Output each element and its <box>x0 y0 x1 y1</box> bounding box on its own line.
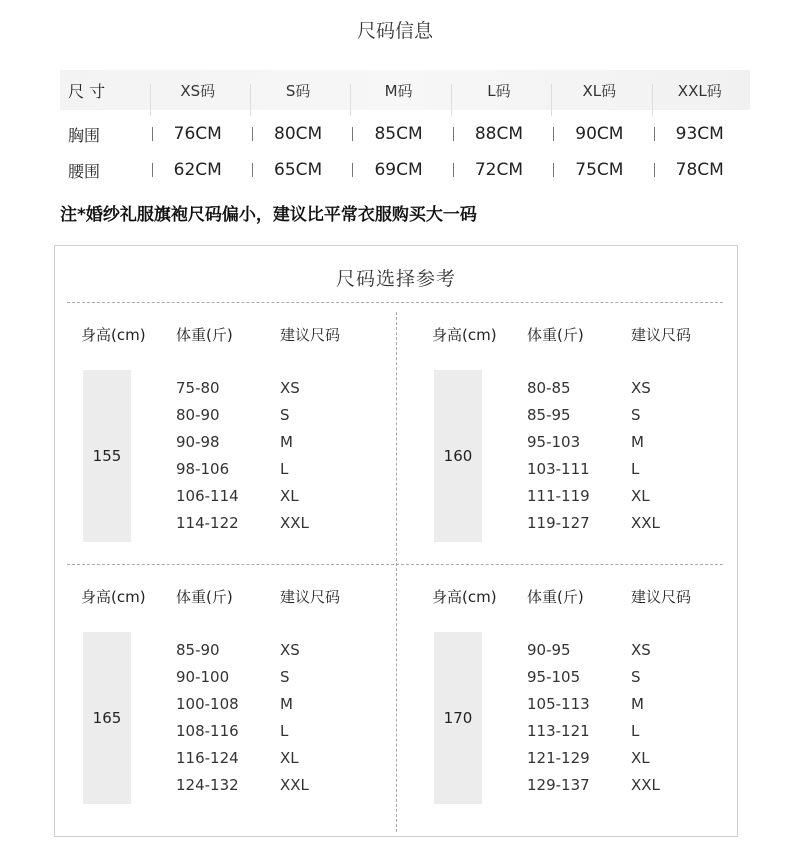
height-header: 身高(cm) <box>81 588 146 606</box>
chest-value: 88CM <box>449 124 549 144</box>
chest-label: 胸围 <box>68 125 101 145</box>
reference-group-170 <box>406 586 736 836</box>
chest-value: 85CM <box>348 124 448 144</box>
weight-range: 129-137 <box>527 775 590 794</box>
weight-range: 114-122 <box>176 513 239 532</box>
list-item <box>527 690 691 717</box>
chest-value: 80CM <box>248 124 348 144</box>
suggested-size: L <box>280 721 289 740</box>
weight-range: 80-85 <box>527 378 571 397</box>
height-value: 155 <box>83 370 131 542</box>
suggested-size: L <box>280 459 289 478</box>
size-header: 建议尺码 <box>280 326 341 344</box>
list-item <box>527 374 691 401</box>
page-title: 尺码信息 <box>356 20 433 42</box>
list-item <box>176 663 340 690</box>
size-header-cell: L码 <box>449 80 549 101</box>
list-item <box>527 717 691 744</box>
list-item <box>527 455 691 482</box>
weight-range: 111-119 <box>527 486 590 505</box>
weight-range: 116-124 <box>176 748 239 767</box>
list-item <box>176 717 340 744</box>
height-header: 身高(cm) <box>432 588 497 606</box>
suggested-size: XXL <box>280 513 309 532</box>
suggested-size: M <box>631 432 644 451</box>
height-value: 160 <box>434 370 482 542</box>
list-item <box>527 771 691 798</box>
weight-range: 90-100 <box>176 667 230 686</box>
weight-range: 85-90 <box>176 640 220 659</box>
height-value: 170 <box>434 632 482 804</box>
size-header-row <box>60 70 750 110</box>
list-item <box>176 374 340 401</box>
list-item <box>176 636 340 663</box>
waist-value: 62CM <box>148 160 248 180</box>
waist-value: 72CM <box>449 160 549 180</box>
size-header-cell: S码 <box>248 80 348 101</box>
waist-value: 69CM <box>348 160 448 180</box>
suggested-size: XL <box>631 486 650 505</box>
suggested-size: XXL <box>280 775 309 794</box>
suggested-size: XL <box>631 748 650 767</box>
list-item <box>176 509 340 536</box>
weight-range: 113-121 <box>527 721 590 740</box>
list-item <box>176 482 340 509</box>
divider <box>67 302 723 303</box>
weight-header: 体重(斤) <box>527 326 584 344</box>
list-item <box>527 663 691 690</box>
size-header: 建议尺码 <box>631 588 692 606</box>
size-header: 建议尺码 <box>280 588 341 606</box>
size-header-cell: XXL码 <box>650 80 750 101</box>
list-item <box>176 690 340 717</box>
list-item <box>527 744 691 771</box>
suggested-size: XL <box>280 486 299 505</box>
list-item <box>176 428 340 455</box>
reference-group-160 <box>406 324 736 574</box>
suggested-size: XS <box>631 640 651 659</box>
height-header: 身高(cm) <box>432 326 497 344</box>
list-item <box>176 771 340 798</box>
suggested-size: XL <box>280 748 299 767</box>
suggested-size: M <box>280 694 293 713</box>
waist-value: 75CM <box>549 160 649 180</box>
weight-range: 100-108 <box>176 694 239 713</box>
suggested-size: XS <box>280 378 300 397</box>
size-row-label: 尺 寸 <box>68 81 106 101</box>
list-item <box>527 401 691 428</box>
weight-header: 体重(斤) <box>527 588 584 606</box>
suggested-size: L <box>631 459 640 478</box>
suggested-size: M <box>631 694 644 713</box>
weight-range: 108-116 <box>176 721 239 740</box>
suggested-size: XXL <box>631 775 660 794</box>
list-item <box>527 636 691 663</box>
suggested-size: XXL <box>631 513 660 532</box>
weight-range: 95-105 <box>527 667 581 686</box>
height-value: 165 <box>83 632 131 804</box>
reference-title: 尺码选择参考 <box>335 268 456 290</box>
weight-range: 121-129 <box>527 748 590 767</box>
divider <box>396 312 397 832</box>
suggested-size: M <box>280 432 293 451</box>
weight-range: 98-106 <box>176 459 230 478</box>
weight-range: 103-111 <box>527 459 590 478</box>
waist-label: 腰围 <box>68 161 101 181</box>
suggested-size: XS <box>280 640 300 659</box>
size-header-cell: XS码 <box>148 80 248 101</box>
weight-range: 105-113 <box>527 694 590 713</box>
suggested-size: XS <box>631 378 651 397</box>
suggested-size: L <box>631 721 640 740</box>
weight-range: 124-132 <box>176 775 239 794</box>
weight-header: 体重(斤) <box>176 588 233 606</box>
suggested-size: S <box>280 405 290 424</box>
size-note: 注*婚纱礼服旗袍尺码偏小，建议比平常衣服购买大一码 <box>60 205 477 225</box>
weight-header: 体重(斤) <box>176 326 233 344</box>
chest-row <box>60 116 750 152</box>
weight-range: 75-80 <box>176 378 220 397</box>
waist-value: 65CM <box>248 160 348 180</box>
list-item <box>527 482 691 509</box>
waist-value: 78CM <box>650 160 750 180</box>
weight-range: 95-103 <box>527 432 581 451</box>
suggested-size: S <box>280 667 290 686</box>
chest-value: 93CM <box>650 124 750 144</box>
size-info-table <box>60 70 750 188</box>
weight-range: 90-98 <box>176 432 220 451</box>
list-item <box>527 509 691 536</box>
chest-value: 76CM <box>148 124 248 144</box>
suggested-size: S <box>631 667 641 686</box>
weight-range: 106-114 <box>176 486 239 505</box>
list-item <box>176 455 340 482</box>
weight-range: 119-127 <box>527 513 590 532</box>
size-header-cell: M码 <box>348 80 448 101</box>
height-header: 身高(cm) <box>81 326 146 344</box>
size-header-cell: XL码 <box>549 80 649 101</box>
weight-range: 85-95 <box>527 405 571 424</box>
weight-range: 80-90 <box>176 405 220 424</box>
size-header: 建议尺码 <box>631 326 692 344</box>
chest-value: 90CM <box>549 124 649 144</box>
list-item <box>176 744 340 771</box>
list-item <box>176 401 340 428</box>
weight-range: 90-95 <box>527 640 571 659</box>
list-item <box>527 428 691 455</box>
reference-group-165 <box>55 586 385 836</box>
size-reference-panel <box>54 245 738 837</box>
suggested-size: S <box>631 405 641 424</box>
waist-row <box>60 152 750 188</box>
reference-group-155 <box>55 324 385 574</box>
